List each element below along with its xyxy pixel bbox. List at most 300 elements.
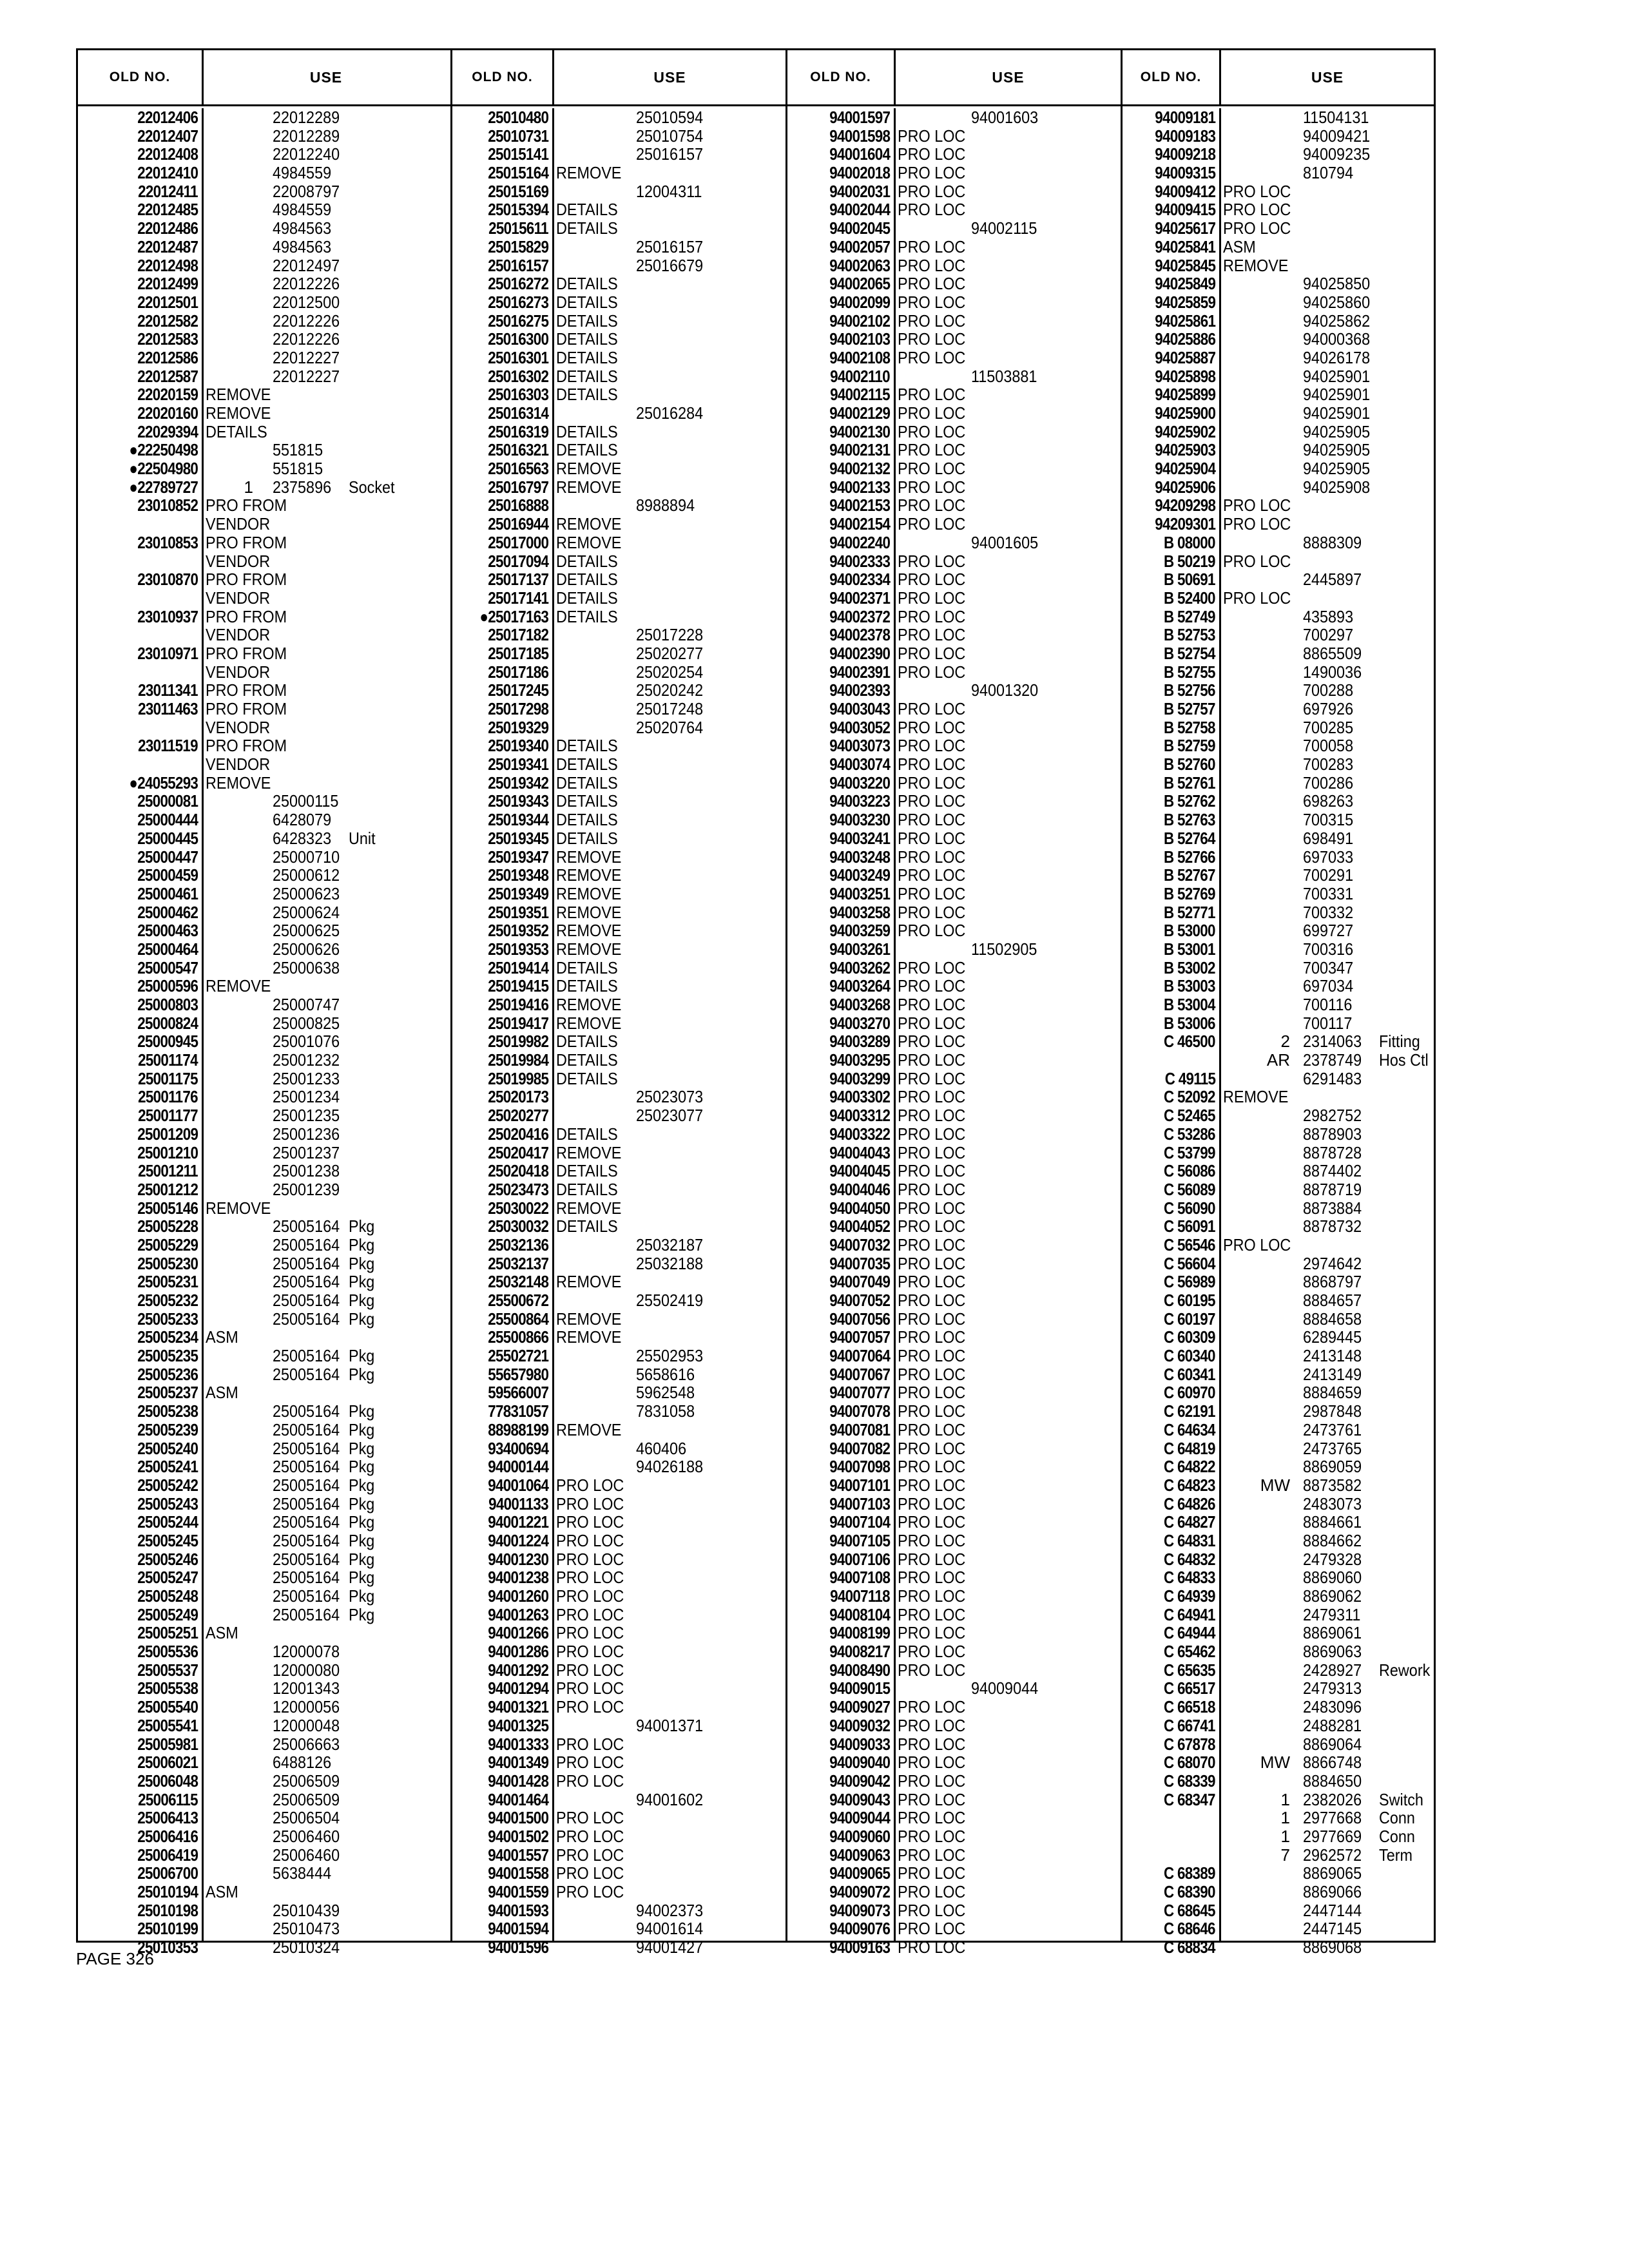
replacement-number: 8888309 (1303, 532, 1362, 552)
old-number: 25000459 (137, 865, 198, 885)
old-number: 94003074 (829, 754, 890, 774)
table-row (1123, 774, 1436, 793)
old-number: 25023473 (488, 1179, 548, 1199)
old-number: 94025849 (1155, 274, 1215, 294)
unit-label: Pkg (349, 1438, 375, 1458)
replacement-number: 700288 (1303, 680, 1354, 700)
table-row (78, 774, 450, 793)
table-row (787, 977, 1123, 995)
old-number: 22012487 (137, 236, 198, 256)
table-row (78, 626, 450, 644)
table-row (78, 829, 450, 848)
table-row (787, 848, 1123, 867)
table-row (1123, 995, 1436, 1014)
replacement-number: 4984559 (273, 200, 332, 220)
old-number: C 68389 (1164, 1863, 1215, 1883)
table-row (452, 1125, 787, 1144)
replacement-number: 25001076 (273, 1032, 340, 1052)
old-number: 94025898 (1155, 366, 1215, 386)
table-row (787, 312, 1123, 331)
old-number: 25000461 (137, 883, 198, 903)
old-number: 25500672 (488, 1291, 548, 1310)
old-number: 94001464 (488, 1789, 548, 1809)
replacement-number: 5638444 (273, 1863, 332, 1883)
status-note: ASM (206, 1327, 238, 1347)
replacement-number: 94001602 (636, 1789, 704, 1809)
status-note: DETAILS (556, 551, 618, 571)
old-number: 94008199 (829, 1623, 890, 1643)
table-row (452, 1310, 787, 1329)
old-number: 94003259 (829, 921, 890, 941)
table-row (452, 1642, 787, 1661)
old-number: 94002103 (829, 329, 890, 349)
table-row (78, 1476, 450, 1495)
table-row (78, 885, 450, 903)
replacement-number: 25005164 (273, 1438, 340, 1458)
table-row (787, 1070, 1123, 1088)
old-number: 25015394 (488, 200, 548, 220)
unit-label: Pkg (349, 1272, 375, 1292)
old-number: 25005243 (137, 1494, 198, 1514)
replacement-number: 2974642 (1303, 1253, 1362, 1273)
table-row (1123, 755, 1436, 774)
table-row (452, 940, 787, 959)
replacement-number: 4984563 (273, 218, 332, 238)
old-number: 25019341 (488, 754, 548, 774)
status-note: REMOVE (556, 1309, 622, 1329)
table-row (787, 792, 1123, 811)
table-row (78, 921, 450, 940)
old-number: B 50219 (1164, 551, 1215, 571)
old-number: 94009063 (829, 1845, 890, 1865)
table-row (787, 1679, 1123, 1698)
old-number: C 56090 (1164, 1198, 1215, 1218)
old-number: 25019349 (488, 883, 548, 903)
table-row (1123, 1532, 1436, 1550)
status-note: PRO LOC (898, 126, 966, 146)
status-note: DETAILS (556, 606, 618, 626)
old-number: 25000081 (137, 791, 198, 811)
old-number: C 68070 (1164, 1753, 1215, 1773)
status-note: VENDOR (206, 514, 271, 534)
replacement-number: 25005164 (273, 1253, 340, 1273)
replacement-number: 8869061 (1303, 1623, 1362, 1643)
old-number: B 53006 (1164, 1013, 1215, 1033)
replacement-number: 700297 (1303, 625, 1354, 645)
replacement-number: 551815 (273, 440, 323, 460)
replacement-number: 6488126 (273, 1753, 332, 1773)
old-number: 94009163 (829, 1937, 890, 1957)
old-number: 94009032 (829, 1715, 890, 1735)
old-number: C 60970 (1164, 1383, 1215, 1403)
table-row (1123, 515, 1436, 533)
replacement-number: 94026188 (636, 1457, 704, 1477)
table-row (1123, 108, 1436, 127)
table-row (78, 1383, 450, 1402)
status-note: PRO LOC (898, 606, 966, 626)
row-list (452, 108, 787, 1957)
table-row (78, 1421, 450, 1439)
status-note: PRO LOC (898, 736, 966, 756)
old-number: 94025861 (1155, 311, 1215, 331)
table-row (1123, 1864, 1436, 1883)
table-row (1123, 1310, 1436, 1329)
old-number: 94001230 (488, 1549, 548, 1569)
old-number: 25000547 (137, 957, 198, 977)
replacement-number: 700117 (1303, 1013, 1353, 1033)
table-row (452, 644, 787, 663)
unit-label: Pkg (349, 1512, 375, 1532)
status-note: ASM (1223, 236, 1256, 256)
replacement-number: 25000710 (273, 847, 340, 867)
table-row (78, 903, 450, 922)
table-row (452, 478, 787, 497)
old-number: 94002133 (829, 477, 890, 497)
old-number: C 68390 (1164, 1882, 1215, 1901)
old-number: 25010480 (488, 108, 548, 127)
table-row (1123, 1402, 1436, 1421)
status-note: DETAILS (556, 311, 618, 331)
status-note: PRO LOC (898, 1568, 966, 1588)
old-number: 25016302 (488, 366, 548, 386)
quantity: 1 (1280, 1789, 1290, 1809)
old-number: 94025887 (1155, 347, 1215, 367)
old-number: 25016301 (488, 347, 548, 367)
old-number: 94002108 (829, 347, 890, 367)
status-note: PRO LOC (898, 1401, 966, 1421)
old-number: 94009015 (829, 1678, 890, 1698)
status-note: REMOVE (556, 459, 622, 479)
old-number: 25015829 (488, 236, 548, 256)
unit-label: Pkg (349, 1549, 375, 1569)
table-row (452, 885, 787, 903)
status-note: PRO LOC (898, 1198, 966, 1218)
replacement-number: 697033 (1303, 847, 1354, 867)
replacement-number: 25010439 (273, 1900, 340, 1920)
table-row (78, 1568, 450, 1587)
old-number: 94007118 (830, 1586, 890, 1606)
status-note: PRO LOC (898, 1068, 966, 1088)
table-row (1123, 1476, 1436, 1495)
old-number: 25017137 (488, 570, 548, 590)
replacement-number: 8869068 (1303, 1937, 1362, 1957)
replacement-number: 2977669 (1303, 1826, 1362, 1846)
table-row (1123, 1365, 1436, 1384)
table-row (452, 164, 787, 182)
status-note: REMOVE (556, 939, 622, 959)
old-number: 94009073 (829, 1900, 890, 1920)
replacement-number: 25502953 (636, 1346, 704, 1366)
table-row (1123, 1051, 1436, 1070)
replacement-number: 2413148 (1303, 1346, 1362, 1366)
old-number: 25019416 (488, 995, 548, 1014)
replacement-number: 94025862 (1303, 311, 1371, 331)
table-row (78, 1254, 450, 1273)
status-note: PRO LOC (898, 995, 966, 1014)
table-row (452, 1938, 787, 1957)
status-note: PRO LOC (898, 1660, 966, 1680)
table-row (452, 1513, 787, 1532)
table-row (787, 774, 1123, 793)
old-number: 22012408 (137, 144, 198, 164)
table-row (1123, 1273, 1436, 1291)
status-note: PRO LOC (898, 1734, 966, 1754)
replacement-number: 8884650 (1303, 1771, 1362, 1791)
table-row (1123, 589, 1436, 608)
old-number: 25019342 (488, 773, 548, 793)
replacement-number: 12000048 (273, 1715, 340, 1735)
status-note: PRO LOC (898, 1882, 966, 1901)
replacement-number: 25000638 (273, 957, 340, 977)
old-number: C 49115 (1164, 1068, 1215, 1088)
old-number: 22020160 (137, 403, 198, 423)
replacement-number: 25005164 (273, 1549, 340, 1569)
replacement-number: 2479328 (1303, 1549, 1362, 1569)
replacement-number: 94025905 (1303, 459, 1371, 479)
replacement-number: 25005164 (273, 1235, 340, 1254)
old-number: 25001210 (137, 1142, 198, 1162)
replacement-number: 2982752 (1303, 1106, 1362, 1126)
old-number: 94001321 (488, 1697, 548, 1717)
table-row (452, 755, 787, 774)
old-number: 94009415 (1155, 200, 1215, 220)
replacement-number: 25005164 (273, 1475, 340, 1495)
table-row (452, 1791, 787, 1809)
table-row (787, 515, 1123, 533)
table-row (787, 959, 1123, 977)
status-note: PRO FROM (206, 495, 287, 515)
old-number: 94003223 (829, 791, 890, 811)
status-note: REMOVE (206, 773, 271, 793)
old-number: 94008104 (829, 1604, 890, 1624)
old-number: 94007049 (829, 1272, 890, 1292)
old-number: 94001221 (488, 1512, 548, 1532)
old-number: 94001224 (488, 1530, 548, 1550)
old-number: 25005247 (137, 1568, 198, 1588)
old-number: 22012499 (137, 274, 198, 294)
table-row (787, 1532, 1123, 1550)
status-note: PRO LOC (898, 163, 966, 183)
replacement-number: 94001603 (971, 108, 1039, 127)
replacement-number: 25006460 (273, 1845, 340, 1865)
replacement-number: 25005164 (273, 1309, 340, 1329)
unit-label: Conn (1379, 1826, 1415, 1846)
table-row (78, 1791, 450, 1809)
replacement-number: 2977668 (1303, 1808, 1362, 1828)
old-number: C 56546 (1164, 1235, 1215, 1254)
replacement-number: 700315 (1303, 810, 1354, 830)
status-note: VENDOR (206, 754, 271, 774)
table-row (78, 552, 450, 571)
old-number: 22029394 (137, 421, 198, 441)
table-row (787, 1032, 1123, 1051)
old-number: 94003249 (829, 865, 890, 885)
status-note: REMOVE (206, 1198, 271, 1218)
status-note: PRO LOC (898, 1272, 966, 1292)
table-row (78, 1236, 450, 1254)
replacement-number: 25001233 (273, 1068, 340, 1088)
table-row (452, 330, 787, 349)
replacement-number: 25001236 (273, 1124, 340, 1144)
old-number: 94001594 (488, 1919, 548, 1939)
status-note: REMOVE (556, 1013, 622, 1033)
replacement-number: 25005164 (273, 1272, 340, 1292)
quantity: 1 (1280, 1808, 1290, 1828)
table-row (1123, 219, 1436, 238)
old-number: 25019985 (488, 1068, 548, 1088)
table-row (1123, 1809, 1436, 1827)
table-row (78, 608, 450, 626)
table-row (787, 219, 1123, 238)
old-number: 94209301 (1155, 514, 1215, 534)
old-number: 22012486 (137, 218, 198, 238)
unit-label: Pkg (349, 1457, 375, 1477)
replacement-number: 94001320 (971, 680, 1039, 700)
replacement-number: 2445897 (1303, 570, 1362, 590)
status-note: ASM (206, 1383, 238, 1403)
old-number: 25016157 (488, 255, 548, 275)
table-row (78, 792, 450, 811)
table-row (1123, 1642, 1436, 1661)
table-row (787, 1217, 1123, 1236)
old-number: 25001212 (137, 1179, 198, 1199)
quantity: MW (1260, 1475, 1290, 1495)
table-row (1123, 404, 1436, 423)
status-note: PRO LOC (898, 403, 966, 423)
table-row (78, 441, 450, 459)
replacement-number: 8865509 (1303, 643, 1362, 663)
status-note: PRO FROM (206, 680, 287, 700)
old-number: 23010852 (137, 495, 198, 515)
table-row (78, 1088, 450, 1106)
old-number: 25500866 (488, 1327, 548, 1347)
old-number: 25017185 (488, 643, 548, 663)
table-row (787, 736, 1123, 755)
old-number: 94001598 (829, 126, 890, 146)
old-number: C 66741 (1164, 1715, 1215, 1735)
old-number: B 52764 (1164, 828, 1215, 848)
table-row (78, 1457, 450, 1476)
table-row (1123, 478, 1436, 497)
table-row (78, 1716, 450, 1735)
replacement-number: 11502905 (971, 939, 1037, 959)
table-row (452, 626, 787, 644)
status-note: PRO LOC (898, 883, 966, 903)
status-note: VENDOR (206, 588, 271, 608)
table-row (787, 1014, 1123, 1033)
old-number: 22012586 (137, 347, 198, 367)
replacement-number: 25000612 (273, 865, 340, 885)
replacement-number: 22012226 (273, 329, 340, 349)
old-number: 94002131 (829, 440, 890, 460)
old-number: ●25017163 (479, 606, 548, 626)
old-number: 88988199 (488, 1419, 548, 1439)
table-row (452, 1032, 787, 1051)
table-row (1123, 1457, 1436, 1476)
replacement-number: 25005164 (273, 1401, 340, 1421)
table-row (78, 1144, 450, 1162)
old-number: 25000464 (137, 939, 198, 959)
old-number: 94009027 (829, 1697, 890, 1717)
old-number: 94003262 (829, 957, 890, 977)
table-row (787, 1809, 1123, 1827)
status-note: PRO LOC (1223, 218, 1291, 238)
table-row (1123, 1217, 1436, 1236)
table-row (787, 589, 1123, 608)
unit-label: Pkg (349, 1419, 375, 1439)
status-note: DETAILS (556, 957, 618, 977)
old-number: C 60340 (1164, 1346, 1215, 1366)
old-number: C 64831 (1164, 1530, 1215, 1550)
table-row (452, 515, 787, 533)
table-row (78, 1162, 450, 1180)
table-row (78, 866, 450, 885)
replacement-number: 1490036 (1303, 662, 1362, 682)
status-note: PRO LOC (898, 754, 966, 774)
old-number: 25001176 (138, 1087, 198, 1107)
replacement-number: 6291483 (1303, 1068, 1362, 1088)
replacement-number: 25005164 (273, 1530, 340, 1550)
old-number: C 64941 (1164, 1604, 1215, 1624)
replacement-number: 25020242 (636, 680, 704, 700)
old-number: 25016272 (488, 274, 548, 294)
table-row (1123, 718, 1436, 737)
status-note: PRO LOC (898, 1919, 966, 1939)
table-row (78, 995, 450, 1014)
old-number: 94209298 (1155, 495, 1215, 515)
old-number: 25001174 (138, 1050, 198, 1070)
table-row (78, 644, 450, 663)
old-number: 94003270 (829, 1013, 890, 1033)
table-row (787, 256, 1123, 275)
status-note: PRO LOC (898, 902, 966, 922)
status-note: PRO FROM (206, 699, 287, 718)
old-number: 25017298 (488, 699, 548, 718)
old-number: 25005540 (137, 1697, 198, 1717)
replacement-number: 25010324 (273, 1937, 340, 1957)
table-row (1123, 921, 1436, 940)
old-number: 94004052 (829, 1216, 890, 1236)
replacement-number: 700331 (1303, 883, 1354, 903)
table-row (452, 1162, 787, 1180)
old-number: 94007032 (829, 1235, 890, 1254)
table-row (452, 108, 787, 127)
table-row (452, 349, 787, 367)
table-row (78, 1606, 450, 1624)
old-number: C 64819 (1164, 1438, 1215, 1458)
old-number: 25020417 (488, 1142, 548, 1162)
old-number: 94025903 (1155, 440, 1215, 460)
old-number: 94003312 (829, 1106, 890, 1126)
table-row (452, 1550, 787, 1569)
old-number: 25016797 (488, 477, 548, 497)
status-note: PRO LOC (898, 495, 966, 515)
old-number: 55657980 (488, 1364, 548, 1384)
table-row (1123, 1919, 1436, 1938)
old-number: 22012583 (137, 329, 198, 349)
old-number: 94003295 (829, 1050, 890, 1070)
table-row (787, 644, 1123, 663)
replacement-number: 4984563 (273, 236, 332, 256)
old-number: 94001557 (488, 1845, 548, 1865)
status-note: PRO LOC (556, 1826, 624, 1846)
table-row (787, 570, 1123, 589)
replacement-number: 8884659 (1303, 1383, 1362, 1403)
status-note: DETAILS (556, 366, 618, 386)
old-number: 25016300 (488, 329, 548, 349)
table-row (78, 755, 450, 774)
status-note: PRO LOC (898, 1346, 966, 1366)
